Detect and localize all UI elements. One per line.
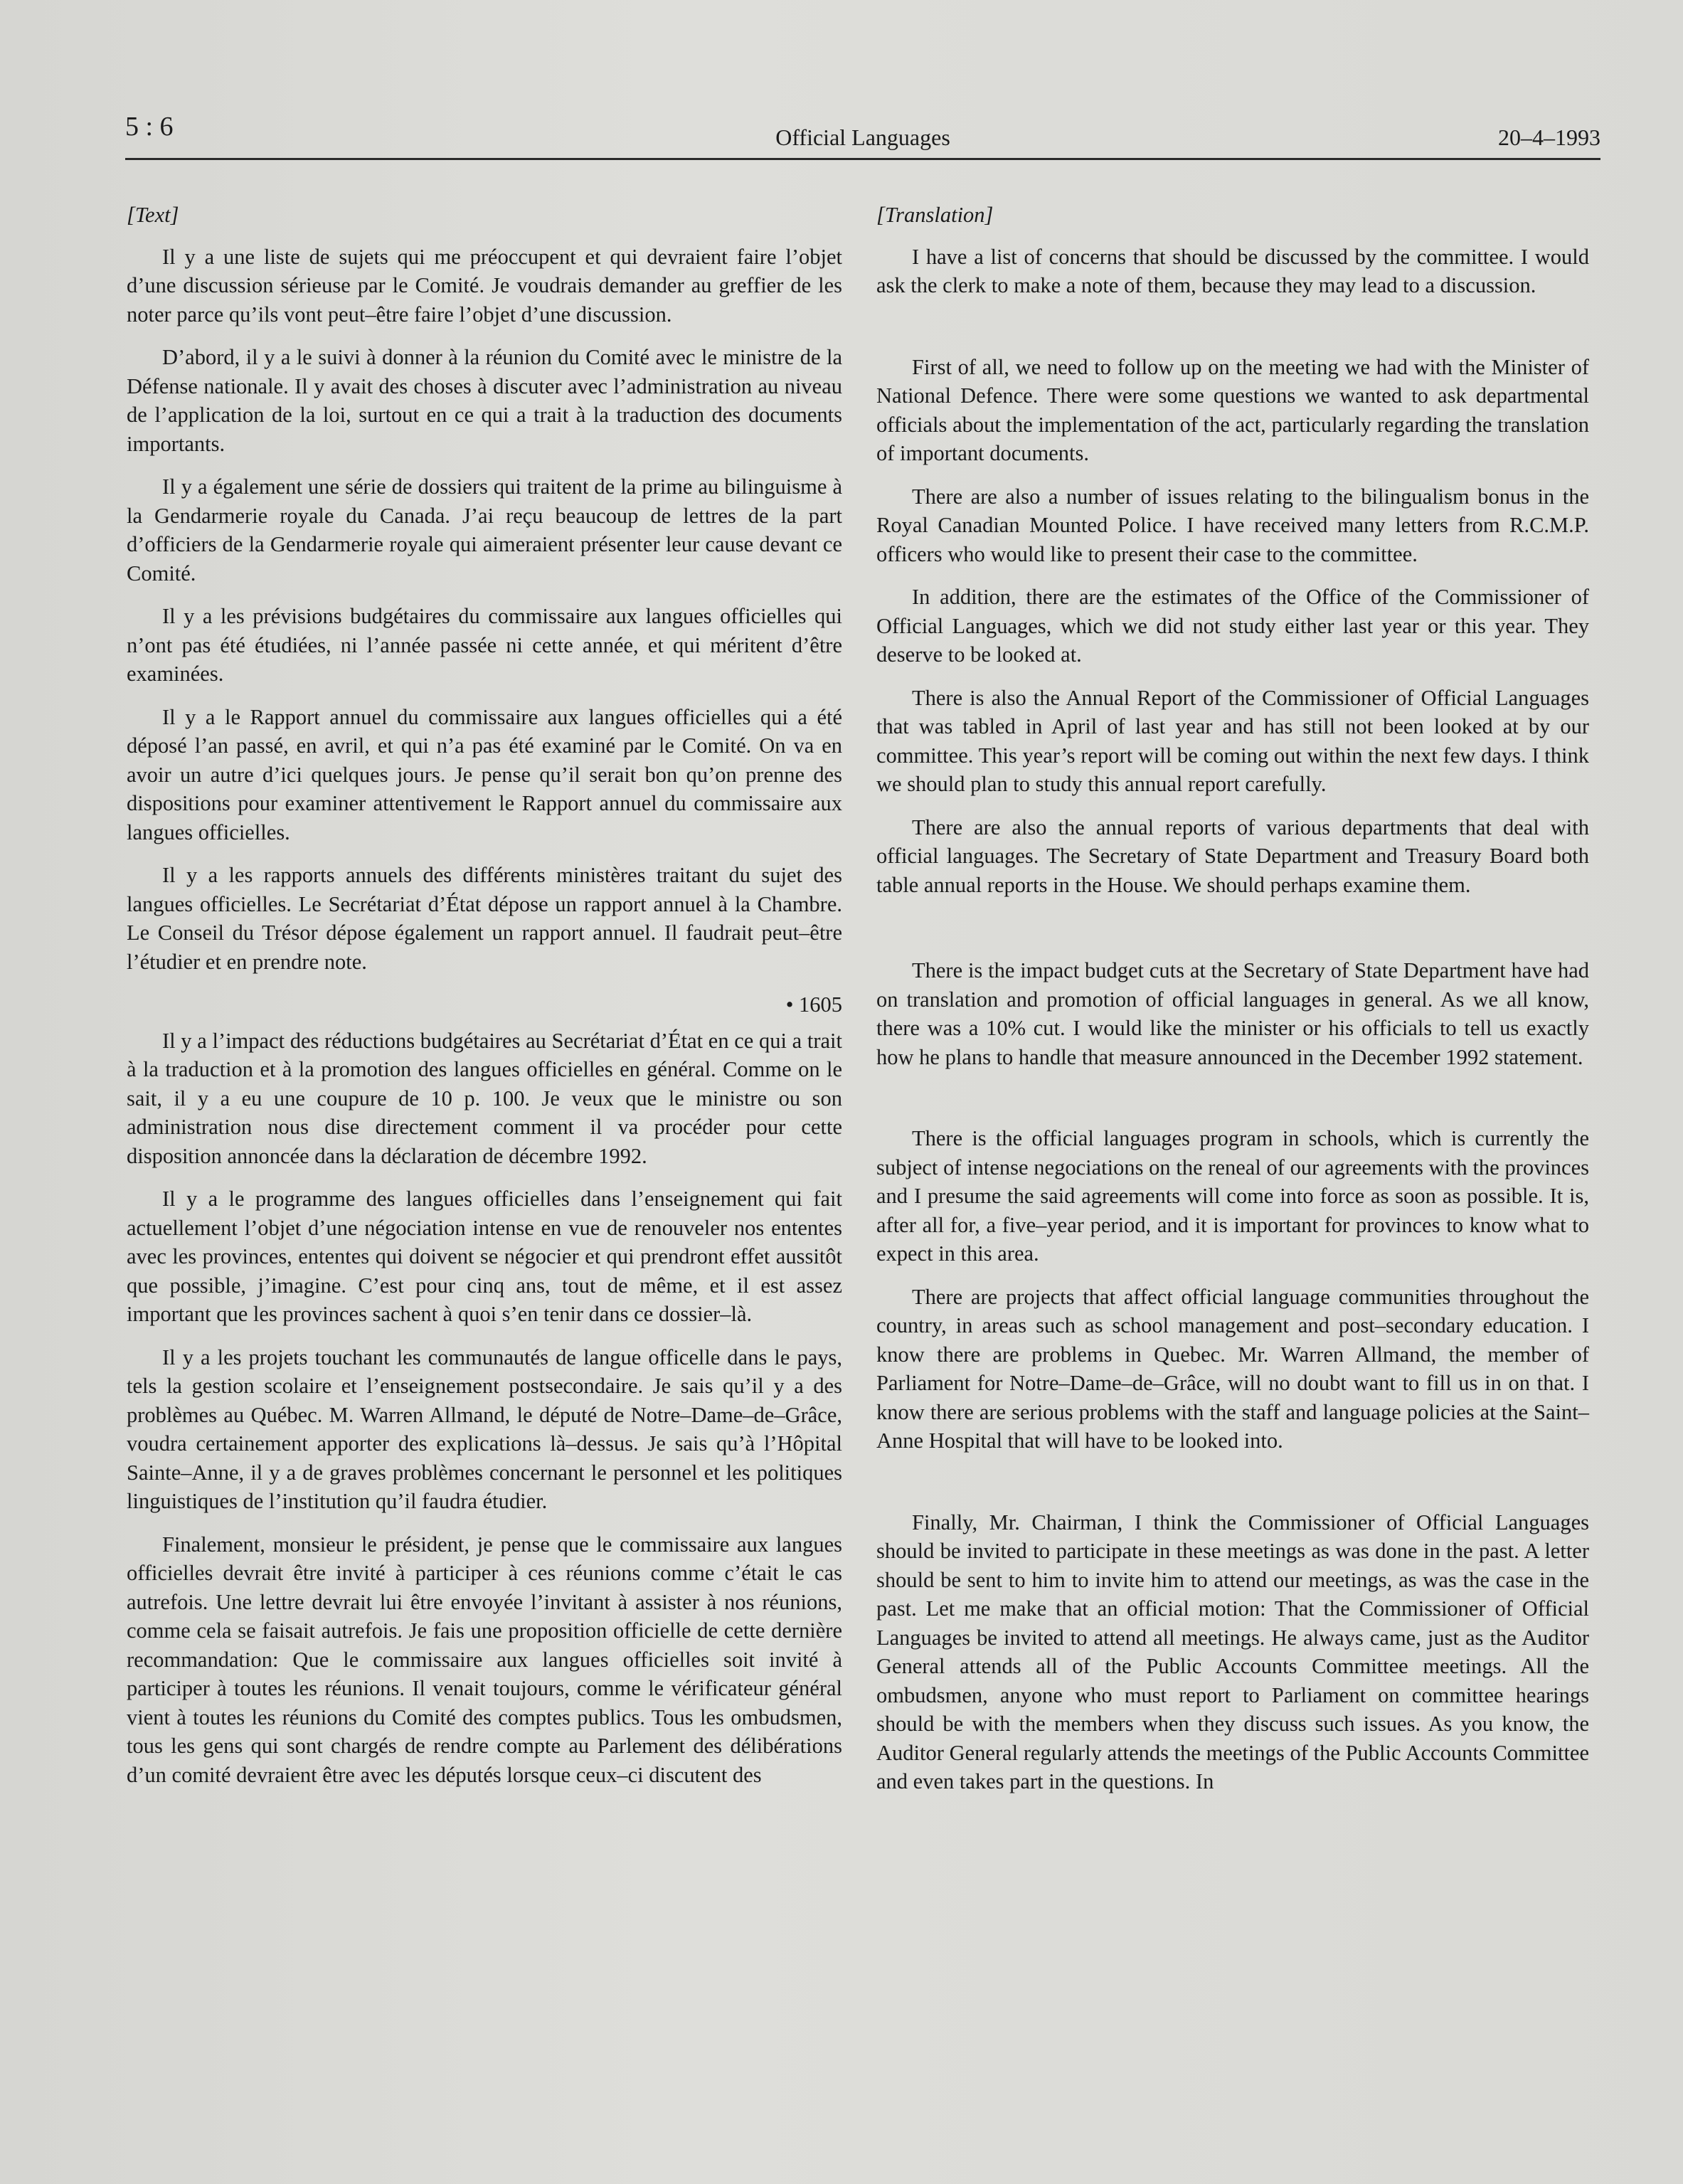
paragraph-spacer [876, 913, 1589, 956]
french-paragraph: D’abord, il y a le suivi à donner à la réunion du Comité avec le ministre de la Défense nationale. Il y avait des choses à discuter avec l’administration au niveau de l’application de la loi, surtout en ce qui a trait à la traduction des documents importants. [127, 345, 842, 456]
english-paragraph: There is the impact budget cuts at the Secretary of State Department have had on translation and promotion of official languages in general. As we all know, there was a 10% cut. I would like the minister or his officials to tell us exactly how he plans to handle that measure announced in the December 1992 statement. [876, 958, 1589, 1069]
english-paragraph: I have a list of concerns that should be discussed by the committee. I would ask the clerk to make a note of them, because they may lead to a discussion. [876, 244, 1589, 297]
french-paragraph: Il y a les rapports annuels des différents ministères traitant du sujet des langues officielles. Le Secrétariat d’État dépose un rapport annuel à la Chambre. Le Conseil du Trésor dépose également un rapport annuel. Il faudrait peut–être l’étudier et en prendre note. [127, 863, 842, 974]
page-number: 5 : 6 [125, 112, 174, 142]
english-paragraph: There are also a number of issues relating to the bilingualism bonus in the Royal Canadian Mounted Police. I have received many letters from R.C.M.P. officers who would like to present their case to the committee. [876, 484, 1589, 566]
paragraph-spacer [876, 314, 1589, 353]
english-paragraph: There are projects that affect official language communities throughout the country, in areas such as school management and post–secondary education. I know there are problems in Quebec. Mr. Warren Allmand, the member of Parliament for Notre–Dame–de–Grâce, will no doubt want to fill us in on that. I know there are serious problems with the staff and language policies at the Saint–Anne Hospital that will have to be looked into. [876, 1284, 1589, 1453]
header-date: 20–4–1993 [1498, 124, 1600, 150]
french-paragraph: Il y a les prévisions budgétaires du commissaire aux langues officielles qui n’ont pas été étudiées, ni l’année passée ni cette année, et qui méritent d’être examinées. [127, 604, 842, 686]
sitting-timestamp: • 1605 [785, 992, 842, 1017]
running-title: Official Languages [775, 124, 950, 150]
french-paragraph: Il y a le programme des langues officielles dans l’enseignement qui fait actuellement l’objet d’une négociation intense en vue de renouveler nos ententes avec les provinces, ententes qui doivent se négocier et qui prendront effet aussitôt que possible, j’imagine. C’est pour cinq ans, tout de même, et il est assez important que les provinces sachent à quoi s’en tenir dans ce dossier–là. [127, 1187, 842, 1326]
page-header [125, 107, 1600, 160]
french-paragraph: Finalement, monsieur le président, je pense que le commissaire aux langues officielles devrait être invité à participer à ces réunions comme c’était le cas autrefois. Une lettre devrait lui être envoyée l’invitant à assister à nos réunions, comme cela se faisait autrefois. Je fais une proposition officielle de cette dernière recommandation: Que le commissaire aux langues officielles soit invité à participer à toutes les réunions. Il venait toujours, comme le vérificateur général vient à toutes les réunions du Comité des comptes publics. Tous les ombudsmen, tous les gens qui sont chargés de rendre compte au Parlement des délibérations d’un comité devraient être avec les députés lorsque ceux–ci discutent des [127, 1532, 842, 1787]
french-paragraph: Il y a les projets touchant les communautés de langue officelle dans le pays, tels la gestion scolaire et l’enseignement postsecondaire. Je sais qu’il y a des problèmes au Québec. M. Warren Allmand, le député de Notre–Dame–de–Grâce, voudra certainement apporter des explications là–dessus. Je sais qu’à l’Hôpital Sainte–Anne, il y a de graves problèmes concernant le personnel et les politiques linguistiques de l’institution qu’il faudra étudier. [127, 1345, 842, 1513]
french-paragraph: Il y a le Rapport annuel du commissaire aux langues officielles qui a été déposé l’an passé, en avril, et qui n’a pas été examiné par le Comité. On va en avoir un autre d’ici quelques jours. Je pense qu’il serait bon qu’on prenne des dispositions pour examiner attentivement le Rapport annuel du commissaire aux langues officielles. [127, 704, 842, 844]
french-paragraph: Il y a également une série de dossiers qui traitent de la prime au bilinguisme à la Gendarmerie royale du Canada. J’ai reçu beaucoup de lettres de la part d’officiers de la Gendarmerie royale qui aimeraient présenter leur cause devant ce Comité. [127, 475, 842, 585]
english-paragraph: There are also the annual reports of various departments that deal with official languages. The Secretary of State Department and Treasury Board both table annual reports in the House. We should perhaps examine them. [876, 815, 1589, 897]
english-paragraph: In addition, there are the estimates of the Office of the Commissioner of Official Languages, which we did not study either last year or this year. They deserve to be looked at. [876, 585, 1589, 667]
english-paragraph: There is the official languages program in schools, which is currently the subject of intense negociations on the reneal of our agreements with the provinces and I presume the said agreements will come into force as soon as possible. It is, after all for, a five–year period, and it is important for provinces to know what to expect in this area. [876, 1126, 1589, 1266]
french-paragraph: Il y a l’impact des réductions budgétaires au Secrétariat d’État en ce qui a trait à la traduction et à la promotion des langues officielles en général. Comme on le sait, il y a eu une coupure de 10 p. 100. Je veux que le ministre ou son administration nous dise directement comment il va procéder pour cette disposition annoncée dans la déclaration de décembre 1992. [127, 1028, 842, 1168]
french-paragraph: Il y a une liste de sujets qui me préoccupent et qui devraient faire l’objet d’une discussion sérieuse par le Comité. Je voudrais demander au greffier de les noter parce qu’ils vont peut–être faire l’objet d’une discussion. [127, 244, 842, 327]
english-column [876, 201, 1589, 1811]
french-column-label: [Text] [127, 203, 179, 227]
english-paragraph: First of all, we need to follow up on the meeting we had with the Minister of National Defence. There were some questions we wanted to ask departmental officials about the implementation of the act, particularly regarding the translation of important documents. [876, 354, 1589, 465]
paragraph-spacer [876, 1470, 1589, 1508]
english-paragraph: Finally, Mr. Chairman, I think the Commissioner of Official Languages should be invited to participate in these meetings as was done in the past. A letter should be sent to him to invite him to attend our meetings, as was the case in the past. Let me make that an official motion: That the Commissioner of Official Languages be invited to attend all meetings. He always came, just as the Auditor General attends all of the Public Accounts Committee meetings. All the ombudsmen, anyone who must report to Parliament on committee hearings should be with the members when they discuss such issues. As you know, the Auditor General regularly attends the meetings of the Public Accounts Committee and even takes part in the questions. In [876, 1510, 1589, 1793]
english-column-label: [Translation] [876, 203, 994, 227]
paragraph-spacer [876, 1086, 1589, 1124]
english-paragraph: There is also the Annual Report of the Commissioner of Official Languages that was tabled in April of last year and has still not been looked at by our committee. This year’s report will be coming out within the next few days. I think we should plan to study this annual report carefully. [876, 685, 1589, 796]
french-column [127, 201, 842, 1803]
